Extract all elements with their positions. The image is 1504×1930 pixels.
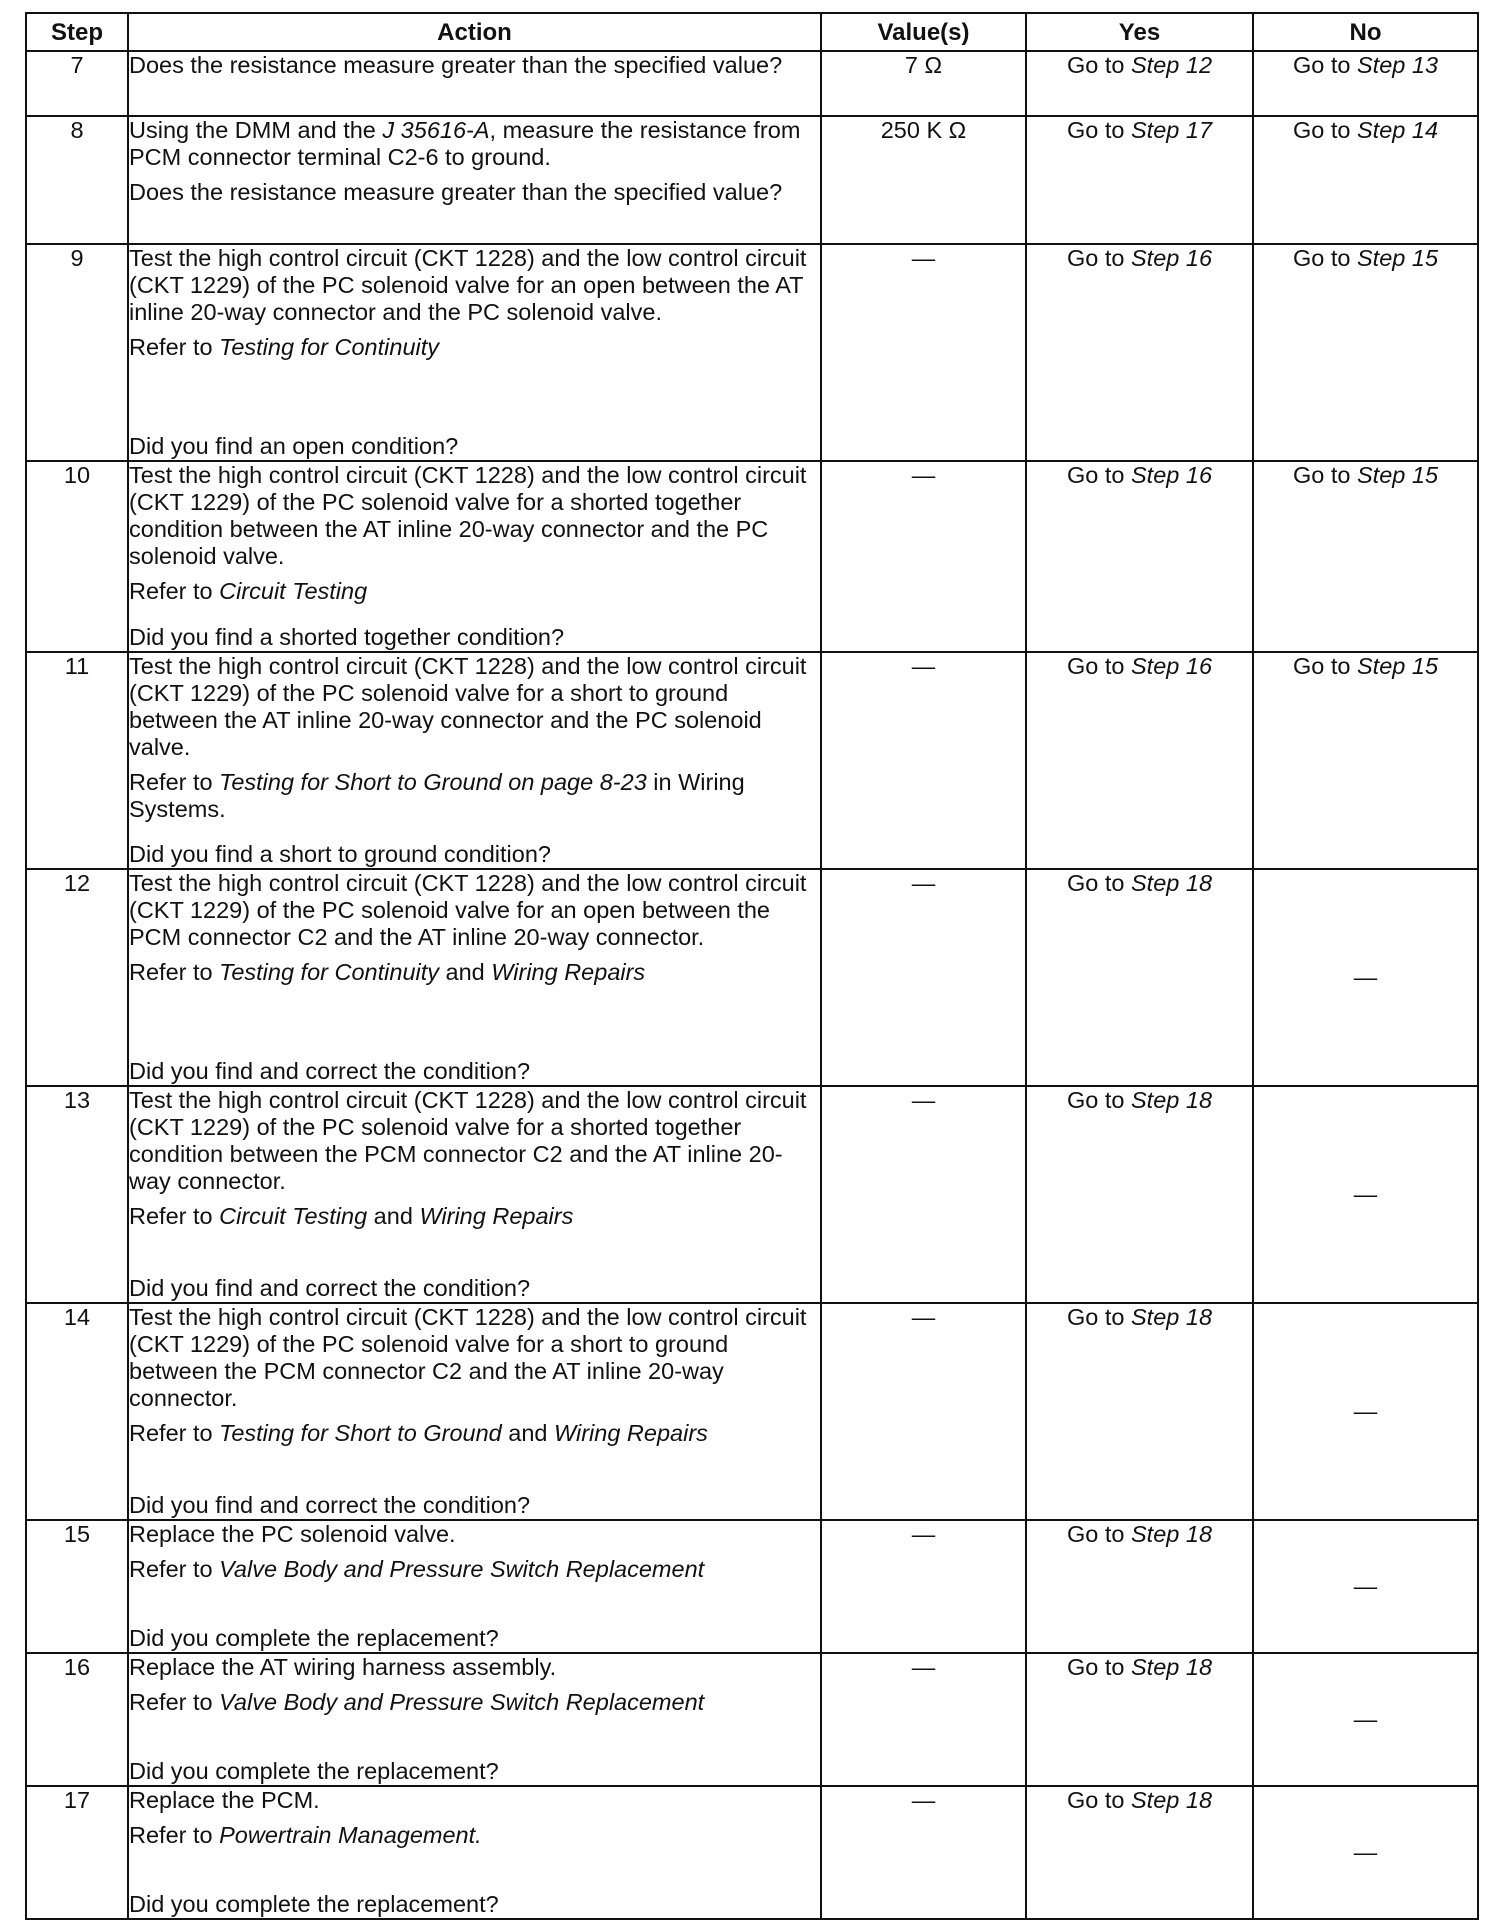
header-step: Step [26, 13, 128, 51]
step-number: 8 [26, 116, 128, 244]
no-cell: — [1253, 1786, 1478, 1919]
goto-prefix: Go to [1066, 1654, 1131, 1680]
action-reference [129, 959, 820, 986]
refer-prefix: Refer to [129, 769, 220, 795]
step-link: Step 15 [1357, 245, 1439, 271]
table-row [26, 1086, 1478, 1303]
table-header-row [26, 13, 1478, 51]
step-number: 16 [26, 1653, 128, 1786]
no-cell: — [1253, 1653, 1478, 1786]
step-link: Step 18 [1131, 1521, 1213, 1547]
action-cell [128, 244, 821, 461]
value-cell: 7 Ω [821, 51, 1026, 116]
header-action: Action [128, 13, 821, 51]
value-cell: — [821, 244, 1026, 461]
no-cell [1253, 51, 1478, 116]
reference-link: Circuit Testing [219, 1203, 368, 1229]
action-cell [128, 869, 821, 1086]
refer-prefix: Refer to [129, 1556, 220, 1582]
action-question: Did you find and correct the condition? [129, 1058, 531, 1084]
value-cell: — [821, 461, 1026, 652]
action-question: Does the resistance measure greater than the specified value? [129, 52, 783, 78]
header-no: No [1253, 13, 1478, 51]
action-cell [128, 1520, 821, 1653]
action-instruction [129, 117, 820, 171]
action-instruction: Test the high control circuit (CKT 1228) and the low control circuit (CKT 1229) of the PC solenoid valve for a short to ground between the PCM connector C2 and the AT inline 20-way connector. [129, 1304, 807, 1411]
goto-prefix: Go to [1066, 1304, 1131, 1330]
action-instruction: Replace the AT wiring harness assembly. [129, 1654, 557, 1680]
yes-cell [1026, 461, 1253, 652]
action-question: Did you find a short to ground condition? [129, 841, 551, 867]
instruction-text: Using the DMM and the [129, 117, 383, 143]
reference-link: Testing for Short to Ground on page 8-23 [219, 769, 647, 795]
goto-prefix: Go to [1292, 245, 1357, 271]
value-cell: — [821, 1520, 1026, 1653]
action-reference [129, 769, 820, 823]
goto-prefix: Go to [1066, 117, 1131, 143]
step-number: 17 [26, 1786, 128, 1919]
step-number: 9 [26, 244, 128, 461]
goto-prefix: Go to [1066, 245, 1131, 271]
action-cell [128, 1303, 821, 1520]
refer-prefix: Refer to [129, 959, 220, 985]
action-reference [129, 1203, 820, 1230]
goto-prefix: Go to [1066, 870, 1131, 896]
instruction-text: , measure the resistance from PCM connector terminal C2-6 to ground. [129, 117, 801, 170]
step-number: 15 [26, 1520, 128, 1653]
goto-prefix: Go to [1066, 1087, 1131, 1113]
action-cell [128, 1653, 821, 1786]
table-row [26, 652, 1478, 869]
step-link: Step 18 [1131, 1087, 1213, 1113]
step-link: Step 16 [1131, 653, 1213, 679]
action-instruction: Replace the PC solenoid valve. [129, 1521, 456, 1547]
step-number: 10 [26, 461, 128, 652]
table-row [26, 869, 1478, 1086]
goto-prefix: Go to [1292, 462, 1357, 488]
goto-prefix: Go to [1292, 117, 1357, 143]
refer-prefix: Refer to [129, 578, 220, 604]
table-row [26, 116, 1478, 244]
goto-prefix: Go to [1066, 462, 1131, 488]
reference-link: Wiring Repairs [554, 1420, 708, 1446]
action-instruction: Test the high control circuit (CKT 1228) and the low control circuit (CKT 1229) of the PC solenoid valve for a shorted together condition between the PCM connector C2 and the AT inline 20-way connector. [129, 1087, 807, 1194]
action-question: Does the resistance measure greater than the specified value? [129, 179, 783, 205]
action-question: Did you complete the replacement? [129, 1625, 499, 1651]
no-cell [1253, 652, 1478, 869]
reference-link: Testing for Continuity [219, 959, 440, 985]
table-row [26, 1520, 1478, 1653]
action-question: Did you find and correct the condition? [129, 1275, 531, 1301]
diagnostic-steps-table [25, 12, 1479, 1920]
reference-link: Valve Body and Pressure Switch Replacement [219, 1689, 705, 1715]
refer-suffix: in Wiring Systems. [129, 769, 745, 822]
table-row [26, 51, 1478, 116]
step-number: 7 [26, 51, 128, 116]
no-cell: — [1253, 1086, 1478, 1303]
step-link: Step 18 [1131, 1304, 1213, 1330]
step-link: Step 14 [1357, 117, 1439, 143]
yes-cell [1026, 869, 1253, 1086]
no-cell: — [1253, 869, 1478, 1086]
action-cell [128, 1786, 821, 1919]
value-cell: — [821, 1786, 1026, 1919]
action-question: Did you find a shorted together condition? [129, 624, 565, 650]
step-link: Step 13 [1357, 52, 1439, 78]
step-link: Step 18 [1131, 1654, 1213, 1680]
no-cell [1253, 116, 1478, 244]
value-cell: — [821, 869, 1026, 1086]
value-cell: — [821, 1086, 1026, 1303]
action-reference [129, 1822, 820, 1849]
step-link: Step 12 [1131, 52, 1213, 78]
table-row [26, 461, 1478, 652]
action-reference [129, 334, 820, 361]
step-number: 13 [26, 1086, 128, 1303]
action-instruction: Test the high control circuit (CKT 1228) and the low control circuit (CKT 1229) of the PC solenoid valve for a shorted together condition between the AT inline 20-way connector and the PC solenoid valve. [129, 462, 807, 569]
yes-cell [1026, 1786, 1253, 1919]
step-number: 12 [26, 869, 128, 1086]
refer-conjunction: and [367, 1203, 420, 1229]
goto-prefix: Go to [1292, 52, 1357, 78]
refer-conjunction: and [439, 959, 492, 985]
header-values: Value(s) [821, 13, 1026, 51]
reference-link: Wiring Repairs [419, 1203, 574, 1229]
yes-cell [1026, 244, 1253, 461]
step-number: 11 [26, 652, 128, 869]
action-question: Did you complete the replacement? [129, 1891, 499, 1917]
goto-prefix: Go to [1066, 1787, 1131, 1813]
refer-prefix: Refer to [129, 1420, 220, 1446]
goto-prefix: Go to [1066, 52, 1131, 78]
refer-prefix: Refer to [129, 1822, 220, 1848]
tool-reference: J 35616-A [382, 117, 490, 143]
action-question: Did you complete the replacement? [129, 1758, 499, 1784]
step-link: Step 16 [1131, 462, 1213, 488]
table-row [26, 1786, 1478, 1919]
refer-prefix: Refer to [129, 1203, 220, 1229]
step-number: 14 [26, 1303, 128, 1520]
action-reference [129, 1556, 820, 1583]
action-cell [128, 51, 821, 116]
header-yes: Yes [1026, 13, 1253, 51]
reference-link: Wiring Repairs [491, 959, 646, 985]
action-question: Did you find and correct the condition? [129, 1492, 531, 1518]
goto-prefix: Go to [1066, 1521, 1131, 1547]
goto-prefix: Go to [1292, 653, 1357, 679]
action-instruction: Test the high control circuit (CKT 1228) and the low control circuit (CKT 1229) of the PC solenoid valve for an open between the AT inline 20-way connector and the PC solenoid valve. [129, 245, 807, 325]
no-cell [1253, 461, 1478, 652]
value-cell: — [821, 1303, 1026, 1520]
step-link: Step 16 [1131, 245, 1213, 271]
reference-link: Testing for Short to Ground [219, 1420, 502, 1446]
action-instruction: Test the high control circuit (CKT 1228) and the low control circuit (CKT 1229) of the PC solenoid valve for an open between the PCM connector C2 and the AT inline 20-way connector. [129, 870, 807, 950]
step-link: Step 17 [1131, 117, 1213, 143]
no-cell: — [1253, 1520, 1478, 1653]
step-link: Step 18 [1131, 1787, 1213, 1813]
yes-cell [1026, 1303, 1253, 1520]
value-cell: — [821, 1653, 1026, 1786]
step-link: Step 18 [1131, 870, 1213, 896]
action-cell [128, 1086, 821, 1303]
value-cell: 250 K Ω [821, 116, 1026, 244]
action-instruction: Replace the PCM. [129, 1787, 320, 1813]
yes-cell [1026, 1653, 1253, 1786]
yes-cell [1026, 51, 1253, 116]
action-cell [128, 116, 821, 244]
action-instruction: Test the high control circuit (CKT 1228) and the low control circuit (CKT 1229) of the PC solenoid valve for a short to ground between the AT inline 20-way connector and the PC solenoid valve. [129, 653, 807, 760]
step-link: Step 15 [1357, 462, 1439, 488]
yes-cell [1026, 1520, 1253, 1653]
table-row [26, 244, 1478, 461]
action-cell [128, 652, 821, 869]
table-row [26, 1303, 1478, 1520]
no-cell: — [1253, 1303, 1478, 1520]
action-reference [129, 1420, 820, 1447]
goto-prefix: Go to [1066, 653, 1131, 679]
reference-link: Testing for Continuity [219, 334, 440, 360]
action-reference [129, 578, 820, 605]
refer-conjunction: and [501, 1420, 555, 1446]
table-row [26, 1653, 1478, 1786]
reference-link: Circuit Testing [219, 578, 368, 604]
refer-prefix: Refer to [129, 1689, 220, 1715]
action-question: Did you find an open condition? [129, 433, 459, 459]
refer-prefix: Refer to [129, 334, 220, 360]
yes-cell [1026, 652, 1253, 869]
reference-link: Valve Body and Pressure Switch Replacement [219, 1556, 705, 1582]
action-reference [129, 1689, 820, 1716]
action-cell [128, 461, 821, 652]
reference-link: Powertrain Management. [219, 1822, 482, 1848]
yes-cell [1026, 116, 1253, 244]
step-link: Step 15 [1357, 653, 1439, 679]
no-cell [1253, 244, 1478, 461]
yes-cell [1026, 1086, 1253, 1303]
value-cell: — [821, 652, 1026, 869]
